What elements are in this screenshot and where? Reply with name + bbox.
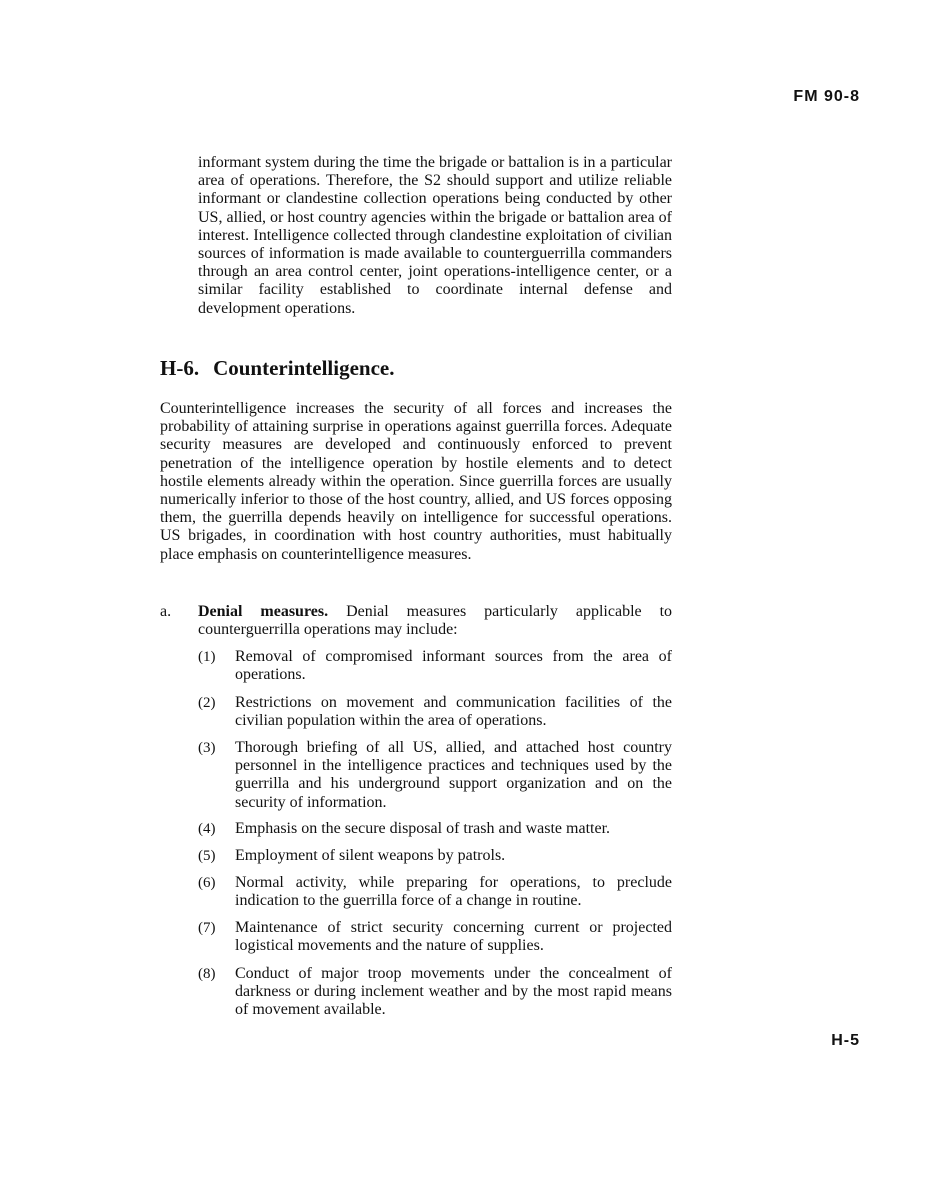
list-item-number: (4): [198, 821, 216, 837]
list-item-number: (3): [198, 740, 216, 756]
list-item: [198, 965, 672, 1020]
list-item-number: (6): [198, 875, 216, 891]
list-item: [198, 919, 672, 955]
list-item-text: Normal activity, while preparing for operations, to preclude indication to the guerrilla force of a change in routine.: [235, 874, 672, 910]
list-item-text: Maintenance of strict security concerning current or projected logistical movements and the nature of supplies.: [235, 919, 672, 955]
list-item-number: (5): [198, 848, 216, 864]
list-item-text: Conduct of major troop movements under the concealment of darkness or during inclement weather and by the most rapid means of movement available.: [235, 965, 672, 1019]
section-title: Counterintelligence.: [213, 356, 395, 380]
subsection-body: [198, 603, 672, 639]
list-item: [198, 694, 672, 730]
list-item: [198, 847, 672, 865]
list-item-text: Thorough briefing of all US, allied, and attached host country personnel in the intelligence practices and techniques used by the guerrilla and his underground support organization and on the security of information.: [235, 739, 672, 811]
list-item: [198, 820, 672, 838]
continuation-paragraph: informant system during the time the brigade or battalion is in a particular area of operations. Therefore, the S2 should support and utilize reliable informant or clandestine collection operations being conducted by other US, allied, or host country agencies within the brigade or battalion area of interest. Intelligence collected through clandestine exploitation of civilian sources of information is made available to counterguerrilla commanders through an area control center, joint operations-intelligence center, or a similar facility established to coordinate internal defense and development operations.: [198, 154, 672, 317]
list-item-text: Removal of compromised informant sources from the area of operations.: [235, 648, 672, 684]
list-item: [198, 739, 672, 812]
page-number: H-5: [831, 1032, 860, 1049]
running-header: FM 90-8: [793, 88, 860, 105]
list-item-number: (7): [198, 920, 216, 936]
section-heading: [160, 356, 394, 381]
list-item-text: Emphasis on the secure disposal of trash and waste matter.: [235, 820, 611, 837]
list-item-text: Employment of silent weapons by patrols.: [235, 847, 506, 864]
list-item-text: Restrictions on movement and communication facilities of the civilian population within the area of operations.: [235, 694, 672, 730]
subsection-text: Denial measures particularly applicable to counterguerrilla operations may include:: [198, 603, 673, 639]
subsection-lead: Denial measures.: [198, 603, 329, 620]
section-number: H-6.: [160, 356, 200, 380]
list-item: [198, 874, 672, 910]
list-item: [198, 648, 672, 684]
subsection-a: [160, 603, 672, 639]
list-item-number: (1): [198, 649, 216, 665]
list-item-number: (8): [198, 966, 216, 982]
section-intro-paragraph: Counterintelligence increases the security of all forces and increases the probability of attaining surprise in operations against guerrilla forces. Adequate security measures are developed and continuously enforced to prevent penetration of the intelligence operation by hostile elements and to detect hostile elements already within the operation. Since guerrilla forces are usually numerically inferior to those of the host country, allied, and US forces opposing them, the guerrilla depends heavily on intelligence for successful operations. US brigades, in coordination with host country authorities, must habitually place emphasis on counterintelligence measures.: [160, 400, 672, 563]
list-item-number: (2): [198, 695, 216, 711]
subsection-letter: a.: [160, 603, 172, 620]
